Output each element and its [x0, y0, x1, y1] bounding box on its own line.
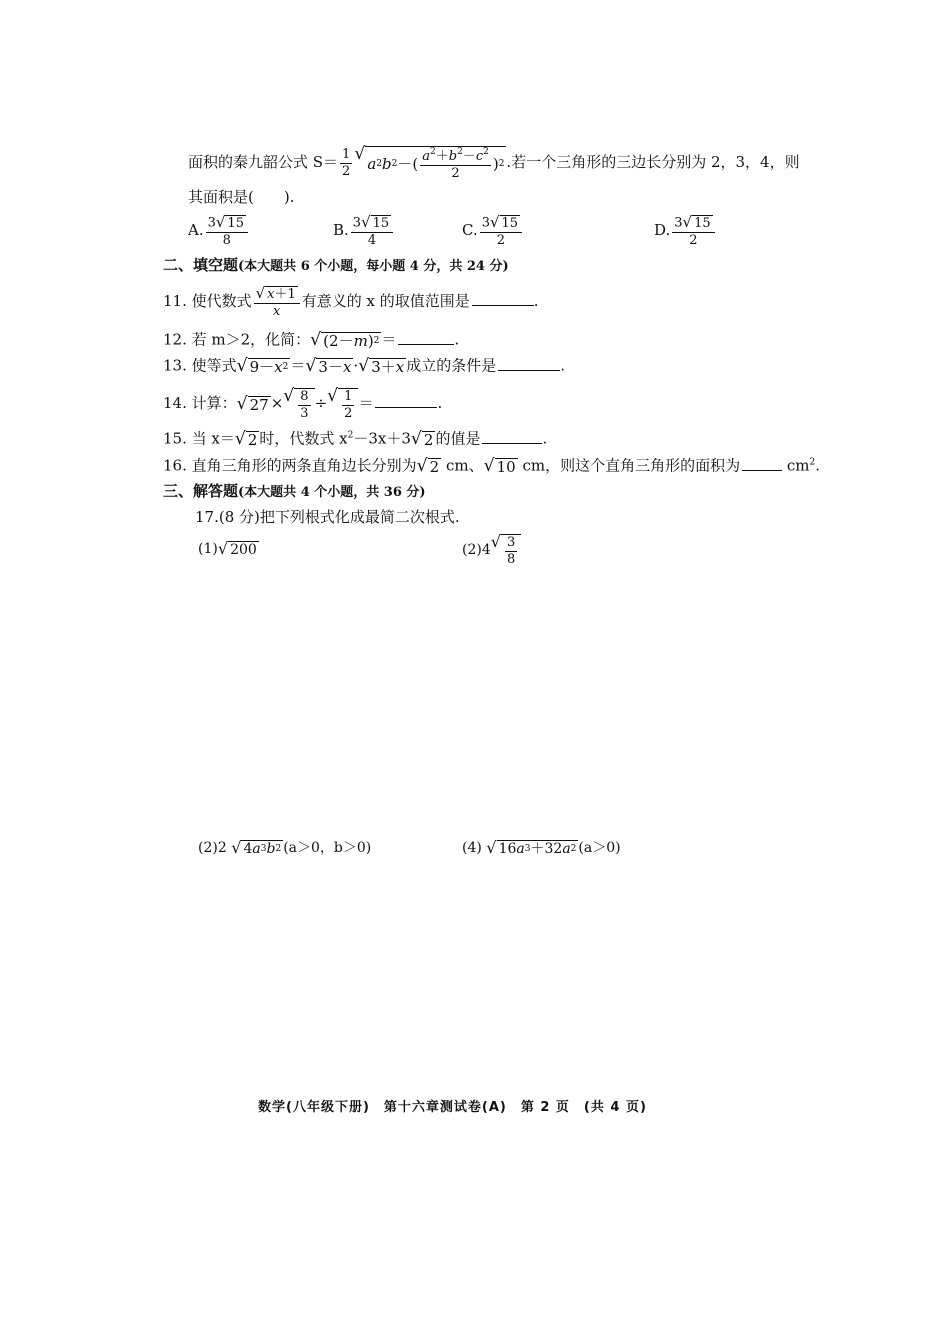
section2-note: (本大题共 6 个小题，每小题 4 分，共 24 分): [238, 259, 509, 274]
q10-line1: [188, 146, 800, 180]
q17-part1: (1) √ 200: [198, 539, 257, 559]
section3-note: (本大题共 4 个小题，共 36 分): [238, 485, 426, 500]
qin-jiushao-formula: √ a 2 b 2 －( $\frac{a^2+b^2-c^2}{2}$ ) 2: [354, 144, 505, 181]
q15: 15. 当 x＝ √ 2 时，代数式 $x^2-3x+3$ √ 2 的值是 .: [163, 429, 548, 450]
q10-option-b: B. 3 √ 15 4: [333, 215, 395, 247]
q17-part3: (2)2 √ 4 a 3 b 2 (a＞0，b＞0): [198, 838, 372, 858]
q10-text-b: .若一个三角形的三边长分别为 2，3，4，则: [506, 153, 800, 172]
q13-answer-blank[interactable]: [498, 370, 560, 371]
q10-option-d: D. 3 √ 15 2: [654, 215, 717, 247]
q15-answer-blank[interactable]: [482, 443, 542, 444]
q14: 14. 计算： √ 27 × √ $\frac{8}{3}$ ÷ √ $\frac{1}{2}$ ＝ .: [163, 386, 443, 421]
q16-answer-blank[interactable]: [742, 470, 782, 471]
section2-heading: [163, 258, 509, 273]
q11-answer-blank[interactable]: [472, 305, 534, 306]
q13: 13. 使等式 √ 9－ x 2 ＝ √ 3－ x · √ 3＋ x 成立的条件是 .: [163, 356, 565, 377]
q11: 11. 使代数式 √ x ＋1 x 有意义的 x 的取值范围是 .: [163, 284, 539, 319]
q17-part4: (4) √ 16 a 3 ＋32 a 2 (a＞0): [462, 838, 621, 858]
q12-answer-blank[interactable]: [398, 344, 454, 345]
q10-line2: 其面积是( ).: [188, 188, 295, 206]
q12-expression: √ (2－ m ) 2: [310, 330, 380, 351]
page-footer: 数学(八年级下册) 第十六章测试卷(A) 第 2 页 (共 4 页): [258, 1100, 647, 1115]
formula-half: $\frac{1}{2}$: [342, 147, 351, 179]
q11-expression: √ x ＋1 x: [254, 286, 300, 318]
q10-option-c: C. 3 √ 15 2: [462, 215, 524, 247]
q17-part2: (2)4 √ $\frac{3}{8}$: [462, 534, 521, 566]
section2-title: 二、填空题: [163, 256, 239, 274]
q12: 12. 若 m＞2，化简： √ (2－ m ) 2 ＝ .: [163, 330, 460, 351]
q10-option-a: A. 3 √ 15 8: [188, 215, 250, 247]
q17-stem: 17.(8 分)把下列根式化成最简二次根式.: [195, 508, 460, 526]
q10-text-a: 面积的秦九韶公式 S＝: [188, 153, 339, 172]
section3-title: 三、解答题: [163, 482, 239, 500]
q16: 16. 直角三角形的两条直角边长分别为 √ 2 cm、 √ 10 cm，则这个直角三角形的面积为 $cm^2$.: [163, 456, 820, 477]
q14-answer-blank[interactable]: [375, 407, 437, 408]
section3-heading: [163, 484, 426, 499]
